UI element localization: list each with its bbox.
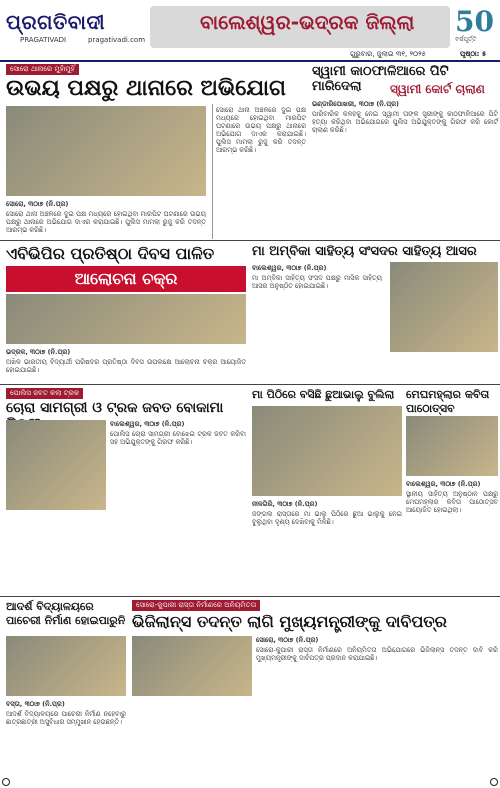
- story3-dateline: ଭଦ୍ରକ, ୩୦ା୭ (ନି.ପ୍ର): [6, 348, 71, 356]
- section-rule: [0, 384, 500, 385]
- story1-headline: ଉଭୟ ପକ୍ଷରୁ ଥାନାରେ ଅଭିଯୋଗ: [6, 76, 286, 101]
- dateline-date: ଗୁରୁବାର, ଜୁଲାଇ ୩୧, ୨୦୨୫: [350, 50, 426, 58]
- story9-dateline: ସୋରୋ, ୩୦ା୭ (ନି.ପ୍ର): [256, 636, 319, 644]
- story9-body: ସୋରୋ-କୁପାରୀ ରାସ୍ତା ନିର୍ମାଣରେ ଅନିୟମିତତା ଅଭିଯୋଗରେ ଭିଜିଲାନ୍ସ ତଦନ୍ତ ଦାବି କରି ମୁଖ୍ୟମନ୍ତ୍ରୀଙ୍କୁ ଦାବିପତ୍ର ପ୍ରଦାନ କରାଯାଇଛି।: [256, 646, 498, 662]
- section-rule: [0, 596, 500, 597]
- story1-photo: [6, 106, 206, 196]
- story3-body: ଅଖିଳ ଭାରତୀୟ ବିଦ୍ୟାର୍ଥୀ ପରିଷଦର ପ୍ରତିଷ୍ଠା ଦିବସ ଉପଲକ୍ଷେ ଆଲୋଚନା ଚକ୍ର ଆୟୋଜିତ ହୋଇଯାଇଛି।: [6, 358, 246, 374]
- story9-headline: ଭିଜିଲାନ୍ସ ତଦନ୍ତ ଲାଗି ମୁଖ୍ୟମନ୍ତ୍ରୀଙ୍କୁ ଦାବିପତ୍ର: [132, 612, 447, 631]
- story7-headline: ମେଘମହ୍ଲାର କବିତା ପାଠୋତ୍ସବ: [406, 388, 490, 415]
- story5-dateline: ବାଲେଶ୍ୱର, ୩୦ା୭ (ନି.ପ୍ର): [110, 420, 185, 428]
- story6-body: ଜଙ୍ଗଲ ରାସ୍ତାରେ ମା ଭାଲୁ ପିଠିରେ ଛୁଆ ଭାଲୁକୁ ନେଇ ବୁଲୁଥିବା ଦୃଶ୍ୟ ଦେଖିବାକୁ ମିଳିଛି।: [252, 510, 402, 526]
- column-rule: [212, 104, 213, 239]
- story3-photo: [6, 294, 246, 344]
- page-number: ପୃଷ୍ଠା: ୫: [460, 50, 487, 58]
- story6-photo: [252, 406, 402, 496]
- story1-dateline: ସୋରୋ, ୩୦ା୭ (ନି.ପ୍ର): [6, 200, 69, 208]
- registration-mark: [490, 778, 498, 786]
- story3-banner: ଆଲୋଚନା ଚକ୍ର: [6, 266, 246, 292]
- story2-body: ପାରିବାରିକ କଳହକୁ ନେଇ ସ୍ୱାମୀ ତାଙ୍କ ସ୍ତ୍ରୀଙ୍କୁ କାଠଫାଳିଆରେ ପିଟି ହତ୍ୟା କରିଥିବା ଅଭିଯୋଗରେ ପୁଲିସ ଅଭିଯୁକ୍ତଙ୍କୁ ଗିରଫ କରି କୋର୍ଟ ଚାଲାଣ କରିଛି।: [312, 110, 498, 134]
- story6-dateline: ନୀଳଗିରି, ୩୦ା୭ (ନି.ପ୍ର): [252, 500, 318, 508]
- story1-kicker: ସୋରୋ ଥାନାରେ ମୁହାଁମୁହିଁ: [6, 64, 79, 75]
- story2-subhead: ସ୍ୱାମୀ କୋର୍ଟ ଚାଲାଣ: [390, 82, 485, 96]
- story7-dateline: ବାଲେଶ୍ୱର, ୩୦ା୭ (ନି.ପ୍ର): [406, 480, 481, 488]
- story5-kicker: ପୋଲିସ ଜବତ କଲା ଟ୍ରକ: [6, 388, 83, 399]
- story8-body: ଆଦର୍ଶ ବିଦ୍ୟାଳୟରେ ପାଚେରୀ ନିର୍ମାଣ ନହେବାରୁ ଛାତ୍ରଛାତ୍ରୀ ଅସୁବିଧାର ସମ୍ମୁଖୀନ ହେଉଛନ୍ତି।: [6, 710, 126, 726]
- anniversary-logo: 50: [455, 5, 494, 38]
- story8-dateline: ବସ୍ତା, ୩୦ା୭ (ନି.ପ୍ର): [6, 700, 65, 708]
- story6-headline: ମା ପିଠିରେ ବସିଛି ଛୁଆଭାଲୁ ବୁଲିଲା: [252, 388, 395, 401]
- story8-headline: ଆଦର୍ଶ ବିଦ୍ୟାଳୟରେ ପାଚେରୀ ନିର୍ମାଣ ହୋଇପାରୁନି: [6, 600, 126, 627]
- story9-photo: [132, 636, 252, 696]
- story1-body-col2: ସୋରୋ ଥାନା ଅଞ୍ଚଳରେ ଦୁଇ ପକ୍ଷ ମଧ୍ୟରେ ହୋଇଥିବା ମାରପିଟ ଘଟଣାରେ ଉଭୟ ପକ୍ଷରୁ ଥାନାରେ ଅଭିଯୋଗ ଦାଏର କରାଯାଇଛି। ପୁଲିସ ମାମଲା ରୁଜୁ କରି ତଦନ୍ତ ଆରମ୍ଭ କରିଛି।: [216, 106, 306, 154]
- story7-photo: [406, 416, 498, 476]
- story4-photo: [390, 262, 498, 352]
- anniversary-sub: ବର୍ଷପୂର୍ତ୍ତି: [455, 36, 477, 43]
- story4-headline: ମା ଅମ୍ବିକା ସାହିତ୍ୟ ସଂସଦର ସାହିତ୍ୟ ଆସର: [252, 244, 477, 259]
- story1-body: ସୋରୋ ଥାନା ଅଞ୍ଚଳରେ ଦୁଇ ପକ୍ଷ ମଧ୍ୟରେ ହୋଇଥିବା ମାରପିଟ ଘଟଣାରେ ଉଭୟ ପକ୍ଷରୁ ଥାନାରେ ଅଭିଯୋଗ ଦାଏର କରାଯାଇଛି। ପୁଲିସ ମାମଲା ରୁଜୁ କରି ତଦନ୍ତ ଆରମ୍ଭ କରିଛି।: [6, 210, 206, 234]
- story4-body: ମା ଅମ୍ବିକା ସାହିତ୍ୟ ସଂସଦ ପକ୍ଷରୁ ମାସିକ ସାହିତ୍ୟ ଆସର ଅନୁଷ୍ଠିତ ହୋଇଯାଇଛି।: [252, 274, 382, 290]
- brand-sub: PRAGATIVADI: [20, 36, 67, 44]
- masthead-rule: [0, 60, 500, 62]
- story2-headline: ସ୍ୱାମୀ କାଠଫାଳିଆରେ ପିଟି ମାରିଦେଲା: [312, 64, 449, 94]
- registration-mark: [2, 778, 10, 786]
- story5-headline: ଚୋରା ସାମଗ୍ରୀ ଓ ଟ୍ରକ ଜବତ ବୋକାମା: [6, 400, 224, 416]
- story8-photo: [6, 636, 126, 696]
- section-rule: [0, 240, 500, 241]
- story3-headline: ଏବିଭିପିର ପ୍ରତିଷ୍ଠା ଦିବସ ପାଳିତ: [6, 244, 215, 263]
- brand-url: pragativadi.com: [88, 36, 146, 44]
- story5-body: ପୋଲିସ ଚୋରା ସାମଗ୍ରୀ ବୋଝେଇ ଟ୍ରକ ଜବତ କରିବା ସହ ଅଭିଯୁକ୍ତଙ୍କୁ ଗିରଫ କରିଛି।: [110, 430, 246, 446]
- district-title: ବାଲେଶ୍ୱର-ଭଦ୍ରକ ଜିଲ୍ଲା: [200, 10, 415, 34]
- story4-dateline: ବାଲେଶ୍ୱର, ୩୦ା୭ (ନି.ପ୍ର): [252, 264, 327, 272]
- story2-dateline: ଭଣ୍ଡାରିପୋଖରୀ, ୩୦ା୭ (ନି.ପ୍ର): [312, 100, 400, 108]
- story5-photo: [6, 420, 106, 510]
- story9-kicker: ସୋରୋ-କୁପାରୀ ରାସ୍ତା ନିର୍ମାଣରେ ଅନିୟମିତତା: [132, 600, 260, 611]
- story7-body: ସ୍ଥାନୀୟ ସାହିତ୍ୟ ଅନୁଷ୍ଠାନ ପକ୍ଷରୁ ମେଘମହ୍ଲାର କବିତା ପାଠୋତ୍ସବ ଆୟୋଜିତ ହୋଇଥିଲା।: [406, 490, 498, 514]
- brand-logo: ପ୍ରଗତିବାଦୀ: [6, 10, 106, 34]
